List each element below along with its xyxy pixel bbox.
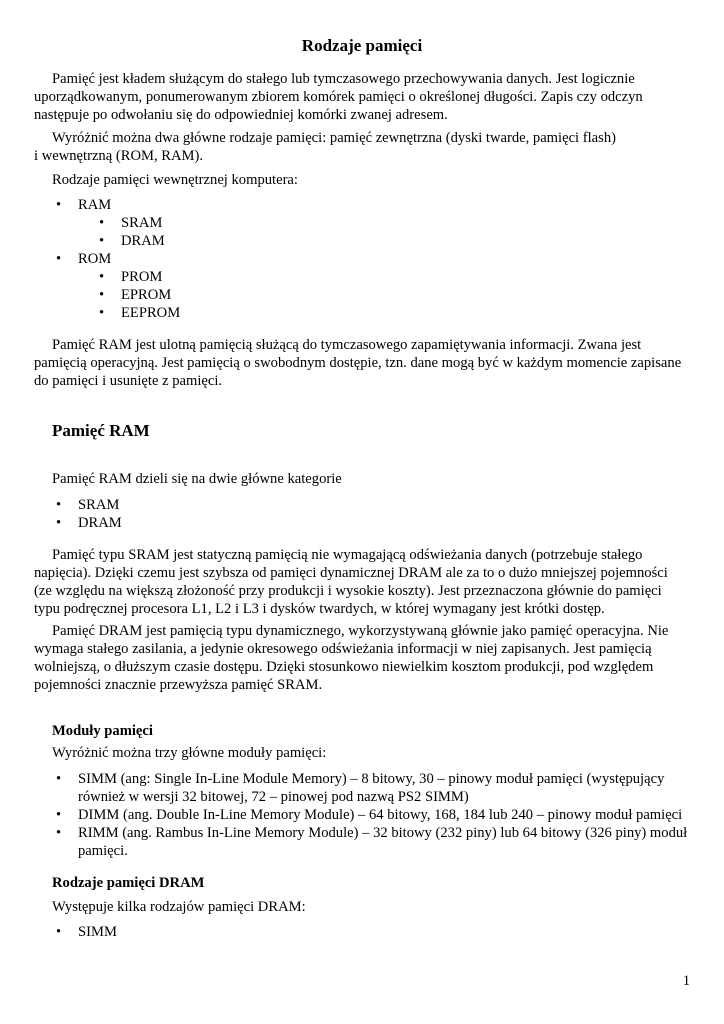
list-item: EPROM	[121, 287, 172, 303]
list-item: SIMM	[78, 924, 117, 940]
bullet-icon: •	[56, 807, 62, 823]
bullet-icon: •	[56, 497, 62, 513]
text-line: wolniejszą, o dłuższym czasie dostępu. Dzięki stosunkowo niewielkim kosztom produkcji, pod względem	[34, 659, 654, 675]
list-item-rimm-cont: pamięci.	[78, 843, 128, 859]
page-number: 1	[682, 973, 690, 989]
text-line: napięcia). Dzięki czemu jest szybsza od pamięci dynamicznej DRAM ale za to o dużo mniejszej pojemności	[34, 565, 668, 581]
dram-types-intro: Występuje kilka rodzajów pamięci DRAM:	[52, 899, 306, 915]
text-line: pojemności znacznie przewyższa pamięć SRAM.	[34, 677, 323, 693]
bullet-icon: •	[56, 924, 62, 940]
text-line: Pamięć jest kładem służącym do stałego lub tymczasowego przechowywania danych. Jest logicznie	[52, 71, 635, 87]
bullet-icon: •	[99, 287, 105, 303]
section-heading-ram: Pamięć RAM	[52, 421, 150, 440]
text-line: (ze względu na większą złożoność przy produkcji i wysokie koszty). Jest przeznaczona głównie do pamięci	[34, 583, 662, 599]
bullet-icon: •	[56, 825, 62, 841]
bullet-icon: •	[56, 251, 62, 267]
text-line: Pamięć DRAM jest pamięcią typu dynamicznego, wykorzystywaną głównie jako pamięć operacyjna. Nie	[52, 623, 669, 639]
text-line: do pamięci i usunięte z pamięci.	[34, 373, 223, 389]
ram-categories-intro: Pamięć RAM dzieli się na dwie główne kategorie	[52, 471, 342, 487]
bullet-icon: •	[99, 305, 105, 321]
text-line: następuje po odwołaniu się do odpowiedniej komórki zwanej adresem.	[34, 107, 448, 123]
text-line: uporządkowanym, ponumerowanym zbiorem komórek pamięci o określonej długości. Zapis czy odczyn	[34, 89, 643, 105]
text-line: typu podręcznej procesora L1, L2 i L3 i dysków twardych, w której wymagany jest krótki dostęp.	[34, 601, 605, 617]
list-item: PROM	[121, 269, 163, 285]
list-item-simm: SIMM (ang: Single In-Line Module Memory) – 8 bitowy, 30 – pinowy moduł pamięci (występujący	[78, 771, 665, 787]
list-item: DRAM	[78, 515, 122, 531]
bullet-icon: •	[99, 269, 105, 285]
text-line: Wyróżnić można dwa główne rodzaje pamięci: pamięć zewnętrzna (dyski twarde, pamięci flash)	[52, 130, 616, 146]
bullet-icon: •	[99, 233, 105, 249]
list-item-rimm: RIMM (ang. Rambus In-Line Memory Module) – 32 bitowy (232 piny) lub 64 bitowy (326 piny) moduł	[78, 825, 688, 841]
text-line: Pamięć typu SRAM jest statyczną pamięcią nie wymagającą odświeżania danych (potrzebuje stałego	[52, 547, 643, 563]
bullet-icon: •	[56, 197, 62, 213]
text-line: wymaga stałego zasilania, a jedynie okresowego odświeżania informacji w niej zapisanych. Jest pamięcią	[34, 641, 652, 657]
section-heading-dram-types: Rodzaje pamięci DRAM	[52, 875, 205, 891]
text-line: i wewnętrzną (ROM, RAM).	[34, 148, 204, 164]
list-item: RAM	[78, 197, 112, 213]
list-item-simm-cont: również w wersji 32 bitowej, 72 – pinowej pod nazwą PS2 SIMM)	[78, 789, 469, 805]
bullet-icon: •	[56, 515, 62, 531]
section-heading-modules: Moduły pamięci	[52, 723, 153, 739]
list-item: SRAM	[78, 497, 120, 513]
bullet-icon: •	[56, 771, 62, 787]
list-item: EEPROM	[121, 305, 181, 321]
text-line: Pamięć RAM jest ulotną pamięcią służącą do tymczasowego zapamiętywania informacji. Zwana jest	[52, 337, 642, 353]
intro-paragraph-3: Rodzaje pamięci wewnętrznej komputera:	[52, 172, 298, 188]
list-item: SRAM	[121, 215, 163, 231]
page-title: Rodzaje pamięci	[301, 36, 423, 55]
modules-intro: Wyróżnić można trzy główne moduły pamięci:	[52, 745, 327, 761]
text-line: pamięcią operacyjną. Jest pamięcią o swobodnym dostępie, tzn. dane mogą być w każdym momencie zapisane	[34, 355, 682, 371]
list-item: ROM	[78, 251, 112, 267]
bullet-icon: •	[99, 215, 105, 231]
list-item-dimm: DIMM (ang. Double In-Line Memory Module) – 64 bitowy, 168, 184 lub 240 – pinowy moduł pamięci	[78, 807, 683, 823]
list-item: DRAM	[121, 233, 165, 249]
